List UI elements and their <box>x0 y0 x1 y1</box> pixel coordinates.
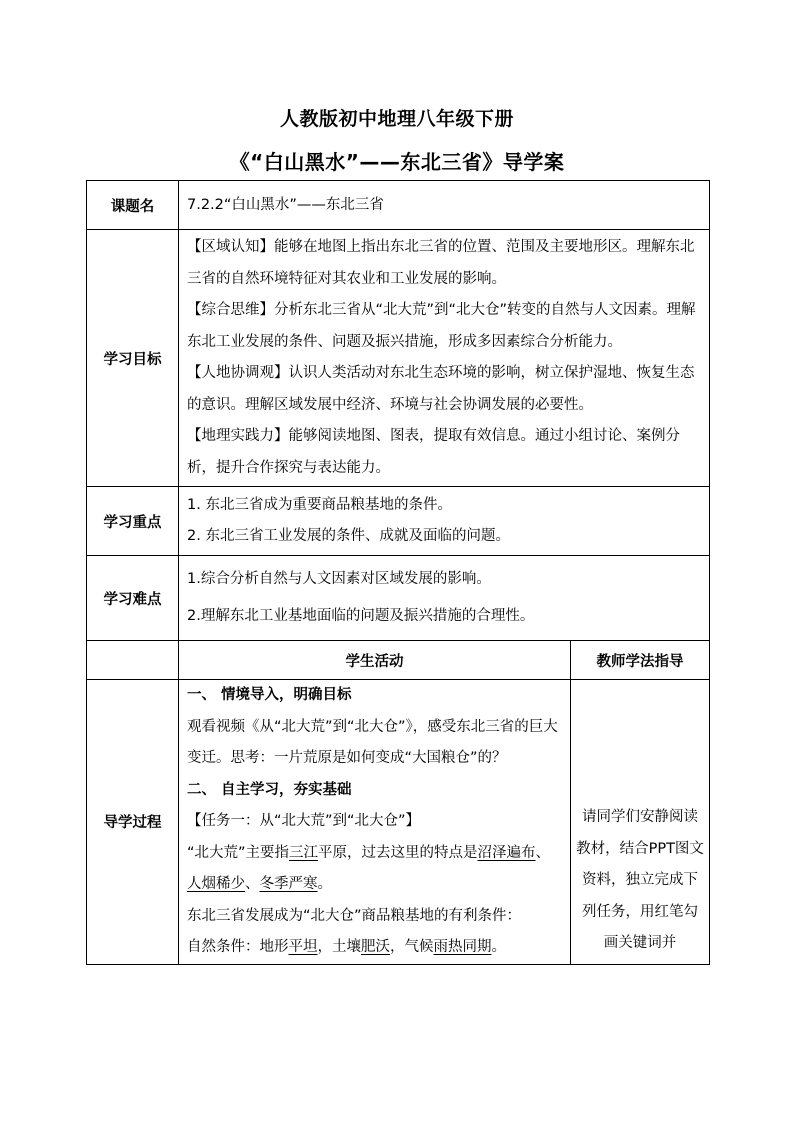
study-plan-table <box>86 180 710 965</box>
difficult-point-item: 1.综合分析自然与人文因素对区域发展的影响。 <box>187 571 491 587</box>
section-1-text: 观看视频《从“北大荒”到“北大仓”》，感受东北三省的巨大变迁。思考：一片荒原是如何变成“大国粮仓”的？ <box>187 718 558 766</box>
goals-label: 学习目标 <box>87 230 179 487</box>
answer-blank: 肥沃 <box>361 939 390 955</box>
difficult-points-row <box>87 556 710 641</box>
answer-blank: 雨热同期 <box>433 939 492 955</box>
course-label: 课题名 <box>87 181 179 230</box>
difficult-point-item: 2.理解东北工业基地面临的问题及振兴措施的合理性。 <box>187 608 535 624</box>
answer-blank: 三江 <box>289 844 319 861</box>
column-header-row <box>87 641 710 680</box>
task-1-natural-conditions: 自然条件：地形平坦，土壤肥沃，气候雨热同期。 <box>187 939 506 955</box>
section-2-heading: 二、 自主学习，夯实基础 <box>187 781 352 798</box>
difficult-points-label: 学习难点 <box>87 556 179 641</box>
student-activity-header: 学生活动 <box>179 641 571 680</box>
teacher-guide-cell: 请同学们安静阅读教材，结合PPT图文资料，独立完成下列任务，用红笔勾画关键词并 <box>571 680 710 965</box>
answer-blank: 人烟稀少 <box>187 876 245 892</box>
task-1-title: 【任务一：从“北大荒”到“北大仓”】 <box>187 813 421 829</box>
key-points-cell <box>179 487 710 556</box>
goal-item-regional: 【区域认知】能够在地图上指出东北三省的位置、范围及主要地形区。理解东北三省的自然环境特征对其农业和工业发展的影响。 <box>187 239 695 287</box>
course-value: 7.2.2“白山黑水”——东北三省 <box>179 181 710 230</box>
key-points-label: 学习重点 <box>87 487 179 556</box>
section-1-heading: 一、 情境导入，明确目标 <box>187 687 352 703</box>
teacher-guide-header: 教师学法指导 <box>571 641 710 680</box>
goal-item-harmony: 【人地协调观】认识人类活动对东北生态环境的影响，树立保护湿地、恢复生态的意识。理解区域发展中经济、环境与社会协调发展的必要性。 <box>187 365 695 413</box>
document-subtitle: 《“白山黑水”——东北三省》导学案 <box>229 150 565 174</box>
key-point-item: 1. 东北三省成为重要商品粮基地的条件。 <box>187 496 452 513</box>
empty-header-cell <box>87 641 179 680</box>
process-row <box>87 680 710 965</box>
goals-cell <box>179 230 710 487</box>
student-activity-cell <box>179 680 571 965</box>
task-1-paragraph: “北大荒”主要指三江平原，过去这里的特点是沼泽遍布、人烟稀少、冬季严寒。 <box>187 844 551 892</box>
course-row <box>87 181 710 230</box>
answer-blank: 平坦 <box>288 939 318 955</box>
task-1-conditions: 东北三省发展成为“北大仓”商品粮基地的有利条件： <box>187 907 522 924</box>
key-points-row <box>87 487 710 556</box>
goal-item-practice: 【地理实践力】能够阅读地图、图表，提取有效信息。通过小组讨论、案例分析，提升合作探究与表达能力。 <box>187 428 680 476</box>
goals-row <box>87 230 710 487</box>
difficult-points-cell <box>179 556 710 641</box>
goal-item-synthesis: 【综合思维】分析东北三省从“北大荒”到“北大仓”转变的自然与人文因素。理解东北工业发展的条件、问题及振兴措施，形成多因素综合分析能力。 <box>187 302 696 350</box>
document-title: 人教版初中地理八年级下册 <box>279 108 514 130</box>
answer-blank: 沼泽遍布 <box>477 844 536 861</box>
key-point-item: 2. 东北三省工业发展的条件、成就及面临的问题。 <box>187 528 510 544</box>
answer-blank: 冬季严寒 <box>259 876 318 892</box>
process-label: 导学过程 <box>87 680 179 965</box>
